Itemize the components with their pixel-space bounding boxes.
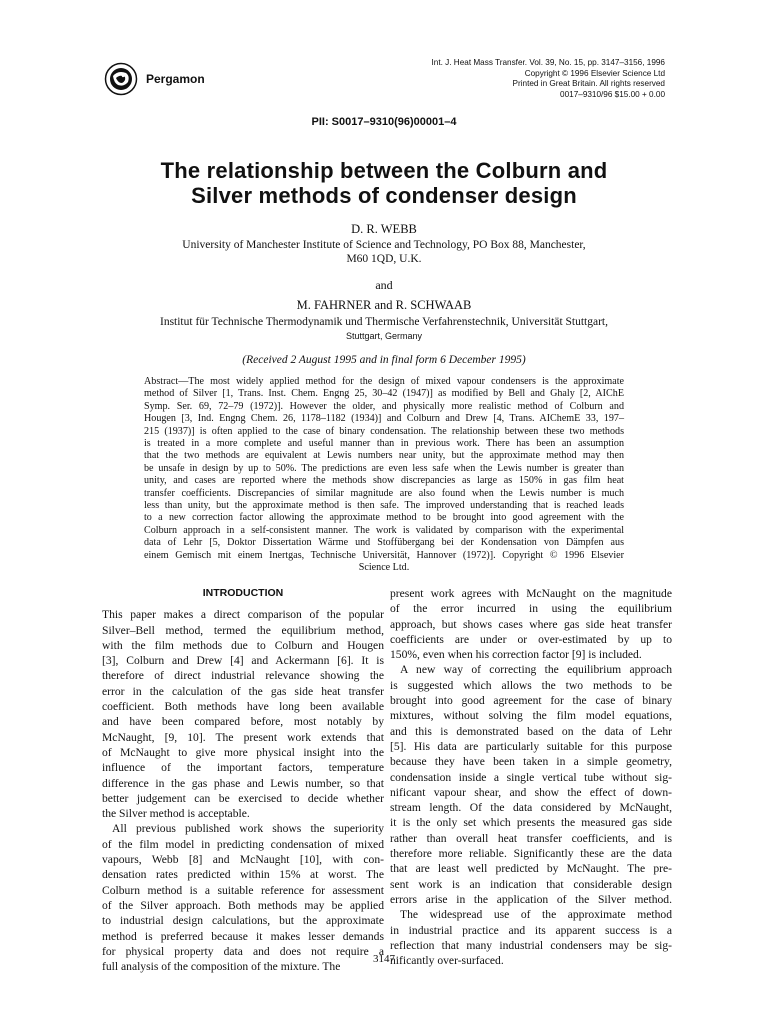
right-column (390, 586, 672, 968)
abstract-line: Abstract—The most widely applied method for the design of mixed vapour condensers is the approximate (144, 376, 624, 387)
body-line: coefficient. Both methods have long been available (102, 700, 384, 714)
section-heading-introduction: INTRODUCTION (202, 587, 284, 599)
journal-line-1: Int. J. Heat Mass Transfer. Vol. 39, No. 15, pp. 3147–3156, 1996 (431, 58, 665, 67)
abstract-line: 215 (1937)] is often applied to the case of binary condensation. The relationship between these two methods (144, 425, 624, 437)
page-number: 3147 (373, 953, 395, 965)
abstract-line: to a new correction factor allowing the approximate method to be brought into good agreement with the (144, 512, 624, 524)
author-conjunction: and (375, 278, 393, 292)
publisher-name: Pergamon (146, 72, 205, 86)
affiliation-1-line-2: M60 1QD, U.K. (346, 253, 422, 265)
abstract-line: less than unity, but the approximate method is then safe. The improved understanding that is reached leads (144, 500, 624, 512)
abstract (144, 376, 624, 575)
body-line: stream length. Of the data considered by McNaught, (390, 801, 672, 815)
abstract-line: Science Ltd. (358, 562, 410, 574)
body-line: influence of the important factors, temperature (102, 761, 384, 775)
body-line: errors arise in the application of the Silver method. (390, 892, 672, 906)
body-line: nificant vapour shear, and show the effect of down- (390, 785, 672, 799)
body-line: the Silver method is acceptable. (102, 807, 250, 821)
article-title (0, 158, 768, 208)
body-line: The widespread use of the approximate method (400, 908, 672, 922)
journal-line-4: 0017–9310/96 $15.00 + 0.00 (560, 89, 665, 99)
body-line: brought into good agreement for the case of binary (390, 694, 672, 708)
left-column-body (102, 607, 384, 974)
body-line: with the film methods due to Colburn and Hougen (102, 638, 384, 652)
publisher-block (104, 62, 205, 96)
body-line: 150%, even when his correction factor [9] is included. (390, 648, 642, 662)
body-line: better judgement can be exercised to decide whether (102, 791, 384, 805)
journal-line-3: Printed in Great Britain. All rights reserved (512, 79, 665, 88)
journal-info (335, 58, 665, 100)
body-line: nificantly over-surfaced. (390, 954, 504, 968)
body-line: [3], Colburn and Drew [4] and Ackermann [6]. It is (102, 654, 384, 668)
abstract-line: Colburn approach in a self-consistent manner. The work is validated by comparison with the experimental (144, 524, 624, 536)
pergamon-logo-icon (104, 62, 138, 96)
body-line: vapours, Webb [8] and McNaught [10], with con- (102, 853, 384, 867)
abstract-line: method of Silver [1, Trans. Inst. Chem. Engng 25, 30–42 (1947)] as modified by Bell and Ghaly [2, AIChE (144, 388, 624, 400)
body-line: in industrial practice and its apparent success is a (390, 923, 672, 937)
journal-line-2: Copyright © 1996 Elsevier Science Ltd (524, 68, 665, 78)
body-line: it is the only set which presents the measured gas side (390, 816, 672, 830)
body-line: All previous published work shows the superiority (112, 822, 384, 836)
received-text: (Received 2 August 1995 and in final form 6 December 1995) (242, 354, 526, 366)
body-line: present work agrees with McNaught on the magnitude (390, 587, 672, 600)
body-line: is suggested which allows the two methods to be (390, 678, 672, 692)
body-line: sent work is an indication that considerable design (390, 877, 672, 891)
body-line: method is preferred because it makes lesser demands (102, 929, 384, 943)
body-line: of the Silver approach. Both methods may be applied (102, 898, 384, 912)
body-line: approach, but shows cases where gas side heat transfer (390, 617, 672, 631)
abstract-line: unity, and cases are reported where the methods show discrepancies as large as 150% in gas film heat (144, 475, 624, 487)
body-line: reflection that many industrial condensers may be sig- (390, 938, 672, 952)
body-line: therefore of direct industrial relevance showing the (102, 669, 384, 683)
abstract-line: Hougen [3, Ind. Engng Chem. 26, 1178–1182 (1934)] and Colburn and Drew [4, Trans. AIChemE 33, 197– (144, 413, 624, 425)
body-line: error in the calculation of the gas side heat transfer (102, 684, 384, 698)
body-line: of the error incurred in using the equilibrium (390, 602, 672, 616)
body-line: to industrial design calculations, but the approximate (102, 914, 384, 928)
body-line: full analysis of the composition of the mixture. The (102, 960, 341, 974)
title-line-1: The relationship between the Colburn and (160, 158, 608, 183)
abstract-line: transfer coefficients. Discrepancies of similar magnitude are also found when the Lewis number is much (144, 487, 624, 499)
body-line: therefore more reliable. Significantly these are the data (390, 847, 672, 861)
body-line: because they have been taken in a simple geometry, (390, 755, 672, 769)
body-line: difference in the gas phase and Lewis number, so that (102, 776, 384, 790)
author-2: M. FAHRNER and R. SCHWAAB (296, 298, 472, 312)
body-line: and this is demonstrated based on the data of Lehr (390, 724, 672, 738)
body-line: A new way of correcting the equilibrium approach (400, 663, 672, 677)
body-line: that are least well predicted by McNaught. The pre- (390, 862, 672, 876)
pii-line: PII: S0017–9310(96)00001–4 (311, 116, 457, 128)
abstract-line: einem Gemisch mit einem Inertgas, Technische Universität, Hannover (1972)]. Copyright © 1996 Elsevier (144, 549, 624, 561)
body-line: McNaught, [9, 10]. The present work extends that (102, 730, 384, 744)
body-line: This paper makes a direct comparison of the popular (102, 608, 384, 622)
affiliation-1 (0, 238, 768, 266)
left-column (102, 586, 384, 974)
body-line: Colburn method is a suitable reference for assessment (102, 883, 384, 897)
author-1: D. R. WEBB (351, 222, 417, 236)
body-line: rather than overall heat transfer coefficients, and is (390, 831, 672, 845)
received-dates (0, 354, 768, 366)
abstract-line: is treated in a more complete and useful manner than in previous work. There has been an assumption (144, 438, 624, 450)
abstract-line: be unsafe in design by up to 50%. The predictions are even less safe when the Lewis number is greater than (144, 462, 624, 474)
body-line: mixtures, without solving the film model equations, (390, 709, 672, 723)
body-line: [5]. His data are particularly suitable for this purpose (390, 739, 672, 753)
body-line: and have been compared before, most notably by (102, 715, 384, 729)
body-line: of the film model in predicting condensation of mixed (102, 837, 384, 851)
affiliation-2: Institut für Technische Thermodynamik und Thermische Verfahrenstechnik, Universität Stuttgart, (159, 316, 609, 328)
body-line: of McNaught to give more physical insight into the (102, 745, 384, 759)
body-line: densation rates predicted within 15% at worst. The (102, 868, 384, 882)
title-line-2: Silver methods of condenser design (191, 183, 577, 208)
abstract-line: that the two methods are equivalent at Lewis numbers near unity, but the approximate method may then (144, 450, 624, 462)
body-line: Silver–Bell method, termed the equilibrium method, (102, 623, 384, 637)
affiliation-1-line-1: University of Manchester Institute of Science and Technology, PO Box 88, Manchester, (182, 239, 586, 251)
body-line: for physical property data and does not require a (102, 944, 384, 958)
body-line: coefficients are under or over-estimated by up to (390, 632, 672, 646)
abstract-line: data of Lehr [5, Doktor Dissertation Wärme und Stoffübergang bei der Kondensation von Dämpfen aus (144, 537, 624, 549)
affiliation-2-city: Stuttgart, Germany (345, 331, 423, 341)
body-line: condensation inside a single vertical tube without sig- (390, 770, 672, 784)
abstract-line: Symp. Ser. 69, 72–79 (1972)]. However the older, and physically more realistic method of Colburn and (144, 400, 624, 412)
right-column-body (390, 586, 672, 968)
